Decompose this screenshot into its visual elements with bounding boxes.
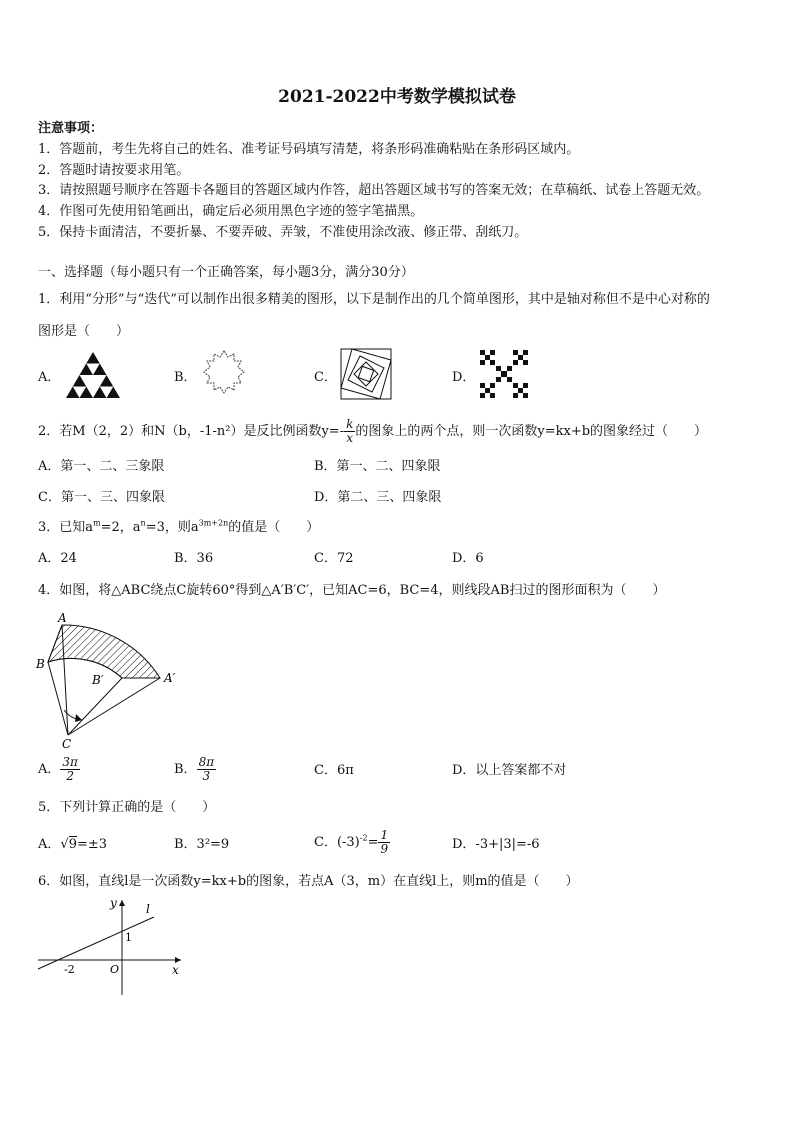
- sierpinski-triangle-figure: [64, 350, 122, 400]
- q3-text-3: =3，则a: [145, 520, 199, 535]
- q3-option-b: B．36: [174, 551, 214, 566]
- notice-item: 3．请按照题号顺序在答题卡各题目的答题区域内作答，超出答题区域书写的答案无效；在草稿纸、试卷上答题无效。: [38, 183, 710, 198]
- q5-a-radicand: 9: [68, 837, 77, 852]
- q4-option-a: [38, 755, 80, 785]
- q5-c-pre: C．(-3): [314, 835, 360, 850]
- notice-item: 4．作图可先使用铅笔画出，确定后必须用黑色字迹的签字笔描黑。: [38, 204, 424, 219]
- rotation-sector-figure: [30, 610, 190, 750]
- q2-option-d: D．第二、三、四象限: [314, 490, 442, 505]
- question-2: [38, 418, 707, 445]
- notice-item: 1．答题前，考生先将自己的姓名、准考证号码填写清楚，将条形码准确粘贴在条形码区域内。: [38, 142, 580, 157]
- section-heading: 一、选择题（每小题只有一个正确答案，每小题3分，满分30分）: [38, 265, 414, 280]
- intercept-1-label: 1: [125, 931, 132, 944]
- y-axis-label: y: [110, 896, 117, 910]
- sqrt-sign: √: [60, 837, 69, 852]
- page-title: 2021-2022中考数学模拟试卷: [278, 87, 516, 107]
- q3-text-1: 3．已知a: [38, 520, 94, 535]
- question-1-line2: 图形是（ ）: [38, 324, 130, 339]
- cross-fractal-figure: [480, 350, 528, 398]
- notice-item: 5．保持卡面清洁，不要折暴、不要弄破、弄皱，不准使用涂改液、修正带、刮纸刀。: [38, 225, 528, 240]
- q5-a-rest: =±3: [76, 837, 108, 852]
- q3-exp-n: n: [140, 518, 146, 528]
- q3-text-4: 的值是（ ）: [228, 520, 320, 535]
- q1-option-a-label: A．: [38, 370, 61, 385]
- nested-squares-figure: [340, 348, 392, 400]
- q5-option-d: D．-3+|3|=-6: [452, 837, 540, 852]
- q4-option-b-fraction: [197, 756, 217, 783]
- q1-option-b-label: B．: [174, 370, 197, 385]
- q4-option-a-label: A．: [38, 762, 61, 777]
- q4-b-den: 3: [202, 769, 211, 783]
- q4-option-b-label: B．: [174, 762, 197, 777]
- question-6: 6．如图，直线l是一次函数y=kx+b的图象，若点A（3，m）在直线l上，则m的值是（ ）: [38, 874, 579, 889]
- q5-a-label: A．: [38, 837, 61, 852]
- label-b-prime: B′: [92, 673, 104, 687]
- q2-frac-den: x: [346, 431, 354, 445]
- q5-option-b: B．3²=9: [174, 837, 230, 852]
- label-c: C: [62, 737, 72, 751]
- q5-option-c: [314, 828, 390, 858]
- q1-option-c-label: C．: [314, 370, 337, 385]
- q3-option-d: D．6: [452, 551, 484, 566]
- q5-c-eq: =: [367, 835, 379, 850]
- q4-a-num: 3π: [62, 755, 78, 769]
- q5-c-fraction: [378, 829, 390, 856]
- q3-exp-m: m: [93, 518, 101, 528]
- q4-option-c: C．6π: [314, 763, 354, 778]
- question-4: 4．如图，将△ABC绕点C旋转60°得到△A′B′C′，已知AC=6，BC=4，则线段AB扫过的图形面积为（ ）: [38, 583, 666, 598]
- q4-a-den: 2: [66, 769, 74, 783]
- q2-option-a: A．第一、二、三象限: [38, 459, 165, 474]
- q3-option-a: A．24: [38, 551, 77, 566]
- q5-c-den: 9: [380, 842, 389, 856]
- question-3: [38, 520, 319, 536]
- label-b: B: [36, 657, 45, 671]
- q3-exp-3m2n: 3m+2n: [198, 518, 229, 528]
- q2-option-c: C．第一、三、四象限: [38, 490, 165, 505]
- q5-c-num: 1: [380, 828, 389, 842]
- q3-option-c: C．72: [314, 551, 354, 566]
- q2-frac-num: k: [346, 417, 354, 431]
- q4-option-b: [174, 755, 216, 785]
- q1-option-d-label: D．: [452, 370, 476, 385]
- linear-function-figure: [36, 895, 186, 1000]
- origin-label: O: [110, 963, 120, 976]
- notice-item: 2．答题时请按要求用笔。: [38, 163, 190, 178]
- koch-snowflake-figure: [200, 348, 248, 396]
- q5-option-a: [38, 837, 107, 853]
- q4-option-d: D．以上答案都不对: [452, 763, 567, 778]
- q2-option-b: B．第一、二、四象限: [314, 459, 441, 474]
- q5-c-exp: -2: [359, 833, 368, 843]
- q2-text-post: 的图象上的两个点，则一次函数y=kx+b的图象经过（ ）: [355, 424, 708, 439]
- q4-b-num: 8π: [198, 755, 215, 769]
- question-1-line1: 1．利用“分形”与“迭代”可以制作出很多精美的图形，以下是制作出的几个简单图形，其中是轴对称但不是中心对称的: [38, 292, 710, 307]
- label-a: A: [58, 611, 67, 625]
- q2-fraction: [344, 418, 355, 445]
- x-axis-label: x: [172, 963, 179, 977]
- q3-text-2: =2，a: [100, 520, 141, 535]
- notice-heading: 注意事项：: [38, 121, 104, 136]
- q2-text-pre: 2．若M（2，2）和N（b，-1-n²）是反比例函数y=-: [38, 424, 345, 439]
- line-l-label: l: [146, 902, 150, 916]
- label-a-prime: A′: [164, 671, 176, 685]
- intercept-neg2-label: -2: [64, 963, 75, 976]
- question-5: 5．下列计算正确的是（ ）: [38, 800, 216, 815]
- q4-option-a-fraction: [60, 756, 80, 783]
